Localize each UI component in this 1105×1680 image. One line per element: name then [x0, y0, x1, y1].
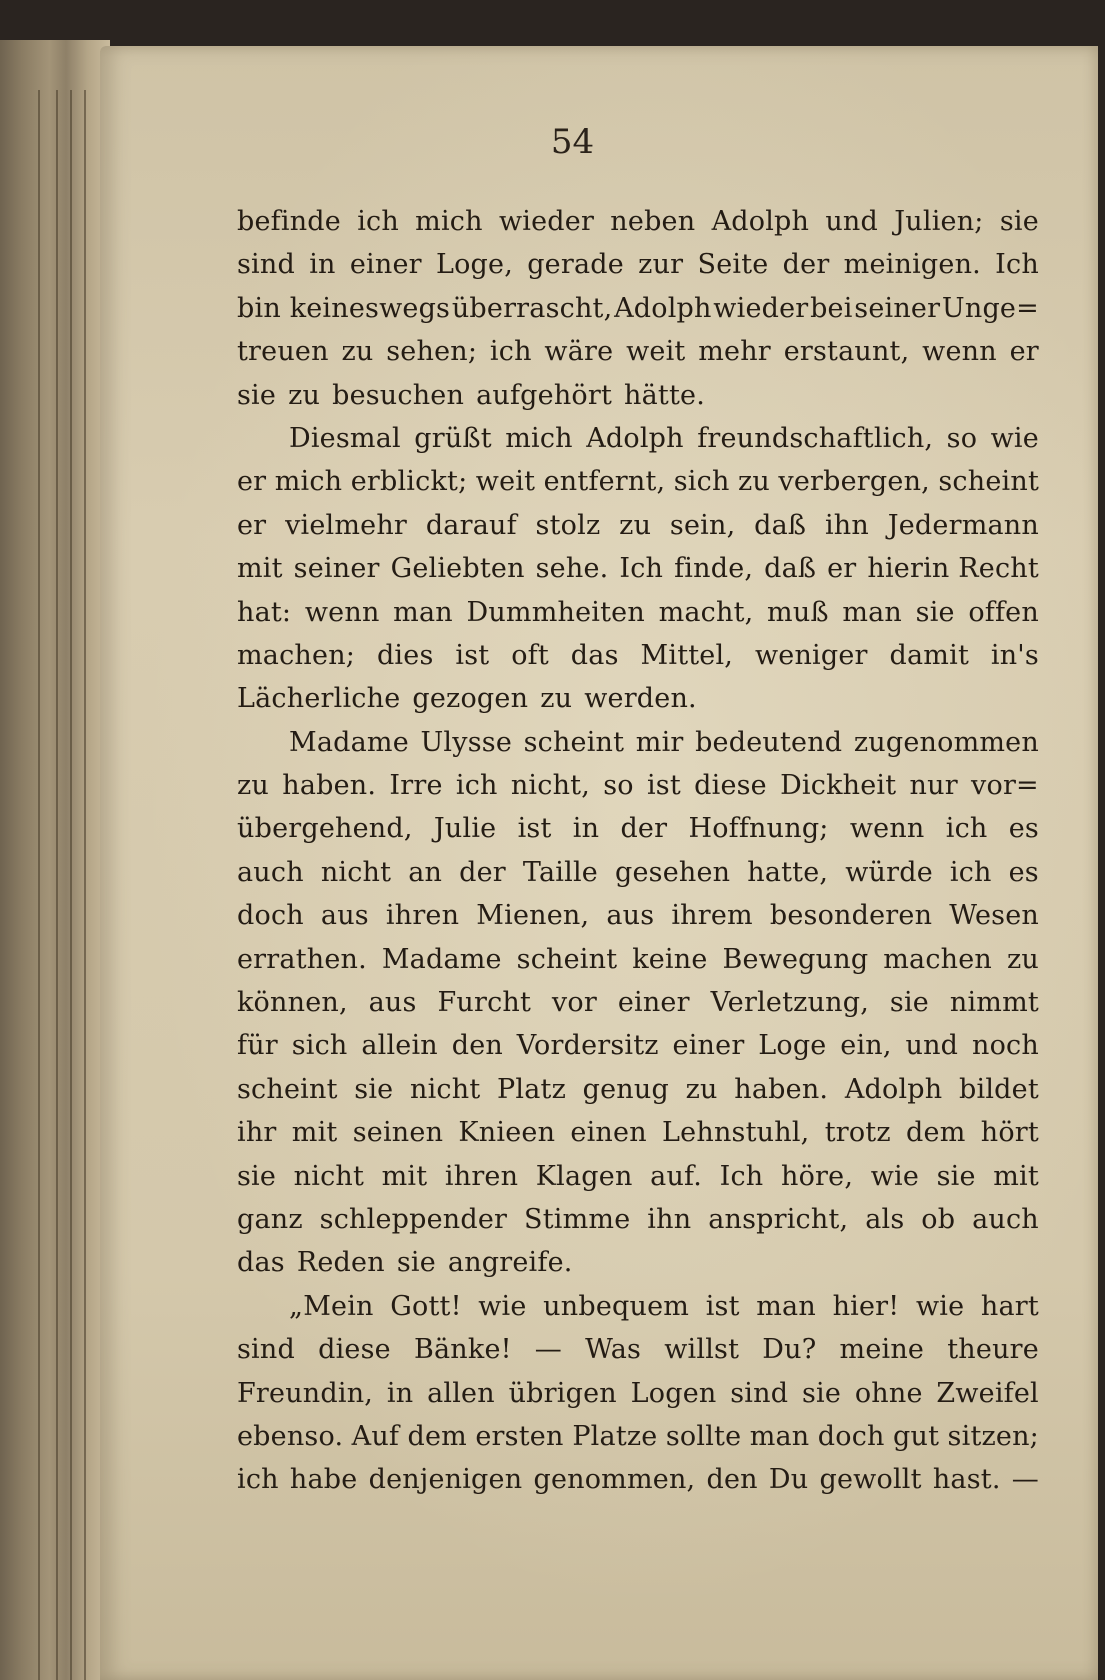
word: Verletzung, — [710, 987, 870, 1019]
word: mich — [505, 422, 573, 454]
word: sie — [936, 1160, 976, 1192]
word: ist — [705, 1290, 740, 1322]
word: als — [865, 1203, 905, 1235]
word: meine — [839, 1334, 925, 1366]
word: scheint — [938, 466, 1039, 498]
word: Taille — [522, 856, 598, 888]
word: Bänke! — [413, 1334, 512, 1366]
word: ist — [646, 770, 681, 802]
text-line — [237, 1285, 1039, 1328]
word: an — [408, 856, 443, 888]
word: noch — [971, 1030, 1039, 1062]
word: nicht — [320, 856, 392, 888]
text-line — [237, 634, 1039, 677]
word: wie — [870, 1160, 920, 1192]
word: zu — [288, 379, 321, 411]
text-line — [237, 417, 1039, 460]
word: man — [393, 596, 453, 628]
word: weniger — [754, 639, 868, 671]
word: nimmt — [949, 987, 1039, 1019]
word: ganz — [237, 1203, 303, 1235]
word: den — [706, 1464, 758, 1496]
word: sie — [237, 1160, 277, 1192]
word: sind — [237, 249, 295, 281]
word: Irre — [389, 770, 443, 802]
word: schleppender — [319, 1203, 508, 1235]
word: sie — [915, 596, 955, 628]
word: Mittel, — [640, 639, 734, 671]
word: nur — [909, 770, 958, 802]
word: mir — [635, 726, 684, 758]
text-line — [237, 504, 1039, 547]
word: der — [620, 813, 668, 845]
word: anspricht, — [708, 1203, 849, 1235]
text-line — [237, 1328, 1039, 1371]
word: aufgehört — [476, 379, 613, 411]
word: höre, — [780, 1160, 854, 1192]
text-line — [237, 1198, 1039, 1241]
word: der — [459, 856, 506, 888]
word: stolz — [535, 509, 601, 541]
word: sind — [730, 1377, 789, 1409]
text-line — [237, 243, 1039, 286]
word: zu — [341, 336, 374, 368]
word: weit — [475, 466, 536, 498]
word: ebenso. — [237, 1420, 344, 1452]
word: hierin Recht — [867, 553, 1039, 585]
word: Adolph — [614, 292, 712, 324]
word: theure — [947, 1334, 1039, 1366]
page-edge-line — [38, 90, 40, 1680]
word: befinde — [237, 206, 341, 237]
word: entfernt, — [543, 466, 666, 498]
word: doch — [237, 900, 304, 932]
word: mich — [415, 206, 483, 237]
word: Geliebten — [390, 553, 525, 585]
word: Furcht — [437, 987, 532, 1019]
word: gerade — [527, 249, 624, 281]
word: scheint — [516, 943, 618, 975]
text-line — [237, 591, 1039, 634]
word: Lächerliche — [237, 683, 401, 715]
word: Platz — [497, 1073, 566, 1105]
word: ob — [921, 1203, 956, 1235]
word: gut — [893, 1420, 940, 1452]
word: wenn — [849, 813, 925, 845]
word: Vordersitz — [516, 1030, 659, 1062]
word: sitzen; — [947, 1420, 1039, 1452]
word: Loge — [758, 1030, 827, 1062]
word: willst — [664, 1334, 740, 1366]
word: man — [842, 596, 903, 628]
word: und — [905, 1030, 959, 1062]
word: ist — [517, 813, 552, 845]
word: mich — [274, 466, 343, 498]
word: mit — [291, 1117, 338, 1149]
word: ich — [455, 770, 498, 802]
word: nicht, — [510, 770, 590, 802]
word: hat: — [237, 596, 292, 628]
word: Ich — [619, 553, 664, 585]
word: sehe. — [535, 553, 609, 585]
word: aus — [606, 900, 655, 932]
word: — — [534, 1334, 562, 1366]
word: „Mein — [289, 1290, 374, 1322]
page-edge-line — [70, 90, 72, 1680]
word: Gott! — [390, 1290, 462, 1322]
word: nicht — [293, 1160, 365, 1192]
word: besuchen — [332, 379, 465, 411]
word: wenn — [304, 596, 380, 628]
word: einer — [672, 1030, 745, 1062]
text-line — [237, 200, 1039, 243]
text-line — [237, 721, 1039, 764]
word: sie — [889, 987, 929, 1019]
word: wieder — [498, 206, 595, 237]
word: Julien; — [894, 206, 984, 237]
word: Bewegung — [722, 943, 869, 975]
word: freundschaftlich, — [697, 422, 934, 454]
word: in — [386, 1377, 414, 1409]
page-edge-line — [84, 90, 86, 1680]
word: in's — [990, 639, 1039, 671]
word: auch — [972, 1203, 1039, 1235]
word: Madame — [381, 943, 502, 975]
word: es — [1008, 813, 1039, 845]
text-line — [237, 851, 1039, 894]
word: doch — [817, 1420, 885, 1452]
word: sehen; — [386, 336, 478, 368]
word: diese — [318, 1334, 391, 1366]
word: Ich — [995, 249, 1039, 281]
word: allein — [361, 1030, 438, 1062]
word: hatte, — [747, 856, 829, 888]
word: sie — [237, 379, 277, 411]
word: erstaunt, — [783, 336, 910, 368]
word: würde — [845, 856, 933, 888]
word: ich — [945, 813, 988, 845]
word: Seite — [697, 249, 769, 281]
word: aus — [368, 987, 417, 1019]
word: haben. — [734, 1073, 829, 1105]
word: ihr — [237, 1117, 277, 1149]
text-line — [237, 938, 1039, 981]
word: trotz — [824, 1117, 891, 1149]
word: allen — [427, 1377, 495, 1409]
word: nicht — [409, 1073, 481, 1105]
word: mehr — [698, 336, 771, 368]
text-line — [237, 677, 1039, 720]
word: er — [237, 509, 267, 541]
word: auf. — [650, 1160, 703, 1192]
word: Reden — [296, 1247, 385, 1279]
word: ich — [237, 1464, 279, 1496]
word: macht, — [658, 596, 754, 628]
text-line — [237, 1241, 1039, 1284]
word: Adolph — [586, 422, 684, 454]
word: darauf — [425, 509, 517, 541]
word: daß — [764, 553, 817, 585]
text-line — [237, 1155, 1039, 1198]
word: — — [1011, 1464, 1039, 1496]
word: Logen — [630, 1377, 717, 1409]
word: haben. — [282, 770, 377, 802]
word: finde, — [674, 553, 754, 585]
word: wieder — [713, 292, 809, 324]
word: sie — [396, 1247, 436, 1279]
word: Diesmal — [289, 422, 401, 454]
word: wie — [478, 1290, 527, 1322]
word: ich — [489, 336, 532, 368]
word: muß — [767, 596, 829, 628]
word: hart — [980, 1290, 1039, 1322]
word: er — [827, 553, 857, 585]
word: zu — [1006, 943, 1039, 975]
word: hier! — [832, 1290, 900, 1322]
text-line — [237, 1024, 1039, 1067]
text-line — [237, 330, 1039, 373]
word: seiner — [854, 292, 941, 324]
word: weit — [626, 336, 686, 368]
word: diese — [694, 770, 767, 802]
word: sich — [291, 1030, 348, 1062]
word: mit — [237, 553, 283, 585]
word: sein, — [669, 509, 736, 541]
word: Stimme — [524, 1203, 631, 1235]
text-line — [237, 894, 1039, 937]
word: Madame — [289, 726, 409, 758]
word: mit — [993, 1160, 1039, 1192]
word: aus — [320, 900, 369, 932]
word: sind — [237, 1334, 295, 1366]
word: auch — [237, 856, 304, 888]
word: zu — [237, 770, 270, 802]
text-line — [237, 374, 1039, 417]
word: zugenommen — [853, 726, 1039, 758]
text-line — [237, 287, 1039, 330]
word: Ulysse — [420, 726, 513, 758]
word: er — [237, 466, 267, 498]
word: daß — [754, 509, 807, 541]
word: habe — [289, 1464, 358, 1496]
word: Mienen, — [476, 900, 590, 932]
word: man — [756, 1290, 816, 1322]
word: neben — [610, 206, 696, 237]
word: und — [825, 206, 879, 237]
word: einen — [570, 1117, 647, 1149]
word: ihren — [444, 1160, 519, 1192]
word: zur — [638, 249, 684, 281]
page-edge-line — [56, 90, 58, 1680]
word: grüßt — [414, 422, 492, 454]
word: hört — [980, 1117, 1039, 1149]
word: man — [749, 1420, 810, 1452]
word: gesehen — [614, 856, 731, 888]
word: zu — [540, 683, 573, 715]
word: scheint — [237, 1073, 338, 1105]
word: Adolph — [844, 1073, 943, 1105]
text-line — [237, 1458, 1039, 1501]
text-line — [237, 1372, 1039, 1415]
word: Hoffnung; — [688, 813, 829, 845]
word: genommen, — [533, 1464, 696, 1496]
word: zu — [685, 1073, 718, 1105]
word: Klagen — [535, 1160, 633, 1192]
word: sie — [801, 1377, 842, 1409]
word: er — [1009, 336, 1039, 368]
word: einer — [617, 987, 690, 1019]
word: das — [570, 639, 619, 671]
word: gezogen — [412, 683, 529, 715]
word: Loge, — [435, 249, 513, 281]
word: Freundin, — [237, 1377, 374, 1409]
page-number: 54 — [550, 122, 595, 162]
word: sie — [999, 206, 1039, 237]
word: unbequem — [543, 1290, 690, 1322]
word: seiner — [293, 553, 380, 585]
word: sollte — [665, 1420, 742, 1452]
word: Auf — [351, 1420, 400, 1452]
word: Knieen — [458, 1117, 556, 1149]
word: verbergen, — [778, 466, 930, 498]
word: seinen — [352, 1117, 444, 1149]
word: Was — [585, 1334, 642, 1366]
word: übrigen — [508, 1377, 617, 1409]
book-edge — [0, 40, 110, 1680]
word: den — [451, 1030, 503, 1062]
word: bei — [810, 292, 853, 324]
word: hast. — [932, 1464, 1001, 1496]
word: wenn — [922, 336, 997, 368]
word: vor — [551, 987, 597, 1019]
word: wäre — [544, 336, 614, 368]
word: ersten Platze — [475, 1420, 658, 1452]
word: vielmehr — [285, 509, 408, 541]
word: so — [603, 770, 634, 802]
word: sich — [673, 466, 730, 498]
word: angreife. — [447, 1247, 573, 1279]
word: genug — [582, 1073, 669, 1105]
word: werden. — [584, 683, 697, 715]
word: offen — [968, 596, 1039, 628]
word: Du — [768, 1464, 809, 1496]
word: ihrem — [671, 900, 753, 932]
text-line — [237, 1111, 1039, 1154]
text-line — [237, 807, 1039, 850]
word: dies — [376, 639, 434, 671]
word: es — [1008, 856, 1039, 888]
word: übergehend, — [237, 813, 413, 845]
word: Dickheit — [780, 770, 897, 802]
word: sie — [354, 1073, 394, 1105]
word: Adolph — [711, 206, 810, 237]
text-line — [237, 547, 1039, 590]
word: dem — [906, 1117, 966, 1149]
word: errathen. — [237, 943, 367, 975]
text-line — [237, 460, 1039, 503]
word: Du? — [762, 1334, 817, 1366]
word: bin keineswegs — [237, 292, 451, 324]
word: erblickt; — [350, 466, 468, 498]
word: bedeutend — [695, 726, 843, 758]
word: oft — [511, 639, 549, 671]
word: in — [572, 813, 600, 845]
word: wie — [915, 1290, 965, 1322]
word: ohne — [854, 1377, 923, 1409]
text-line — [237, 1068, 1039, 1111]
word: das — [237, 1247, 285, 1279]
word: Julie — [433, 813, 497, 845]
word: können, — [237, 987, 348, 1019]
word: ihn — [824, 509, 869, 541]
body-text — [237, 200, 1039, 1502]
word: in — [309, 249, 336, 281]
word: Unge= — [941, 292, 1039, 324]
word: bildet — [959, 1073, 1039, 1105]
word: machen; — [237, 639, 356, 671]
word: zu — [619, 509, 652, 541]
word: Lehnstuhl, — [662, 1117, 810, 1149]
word: mit — [381, 1160, 428, 1192]
word: überrascht, — [451, 292, 613, 324]
text-line — [237, 764, 1039, 807]
word: dem — [407, 1420, 467, 1452]
word: gewollt — [819, 1464, 922, 1496]
word: wie — [990, 422, 1039, 454]
word: der — [782, 249, 830, 281]
word: ihn — [647, 1203, 692, 1235]
word: für — [237, 1030, 278, 1062]
word: damit — [889, 639, 969, 671]
word: meinigen. — [843, 249, 981, 281]
word: Ich — [719, 1160, 764, 1192]
word: ein, — [840, 1030, 892, 1062]
word: so — [946, 422, 978, 454]
word: Dummheiten — [466, 596, 645, 628]
word: scheint — [523, 726, 625, 758]
word: zu — [737, 466, 770, 498]
word: besonderen — [769, 900, 933, 932]
word: machen — [883, 943, 993, 975]
word: treuen — [237, 336, 329, 368]
text-line — [237, 1415, 1039, 1458]
word: ihren — [385, 900, 460, 932]
word: ich — [357, 206, 399, 237]
word: Zweifel — [936, 1377, 1039, 1409]
word: ist — [455, 639, 490, 671]
text-line — [237, 981, 1039, 1024]
word: vor= — [971, 770, 1039, 802]
word: hätte. — [624, 379, 705, 411]
word: ich — [949, 856, 992, 888]
word: Jedermann — [887, 509, 1039, 541]
word: denjenigen — [368, 1464, 523, 1496]
word: keine — [632, 943, 708, 975]
word: einer — [349, 249, 422, 281]
word: Wesen — [949, 900, 1039, 932]
